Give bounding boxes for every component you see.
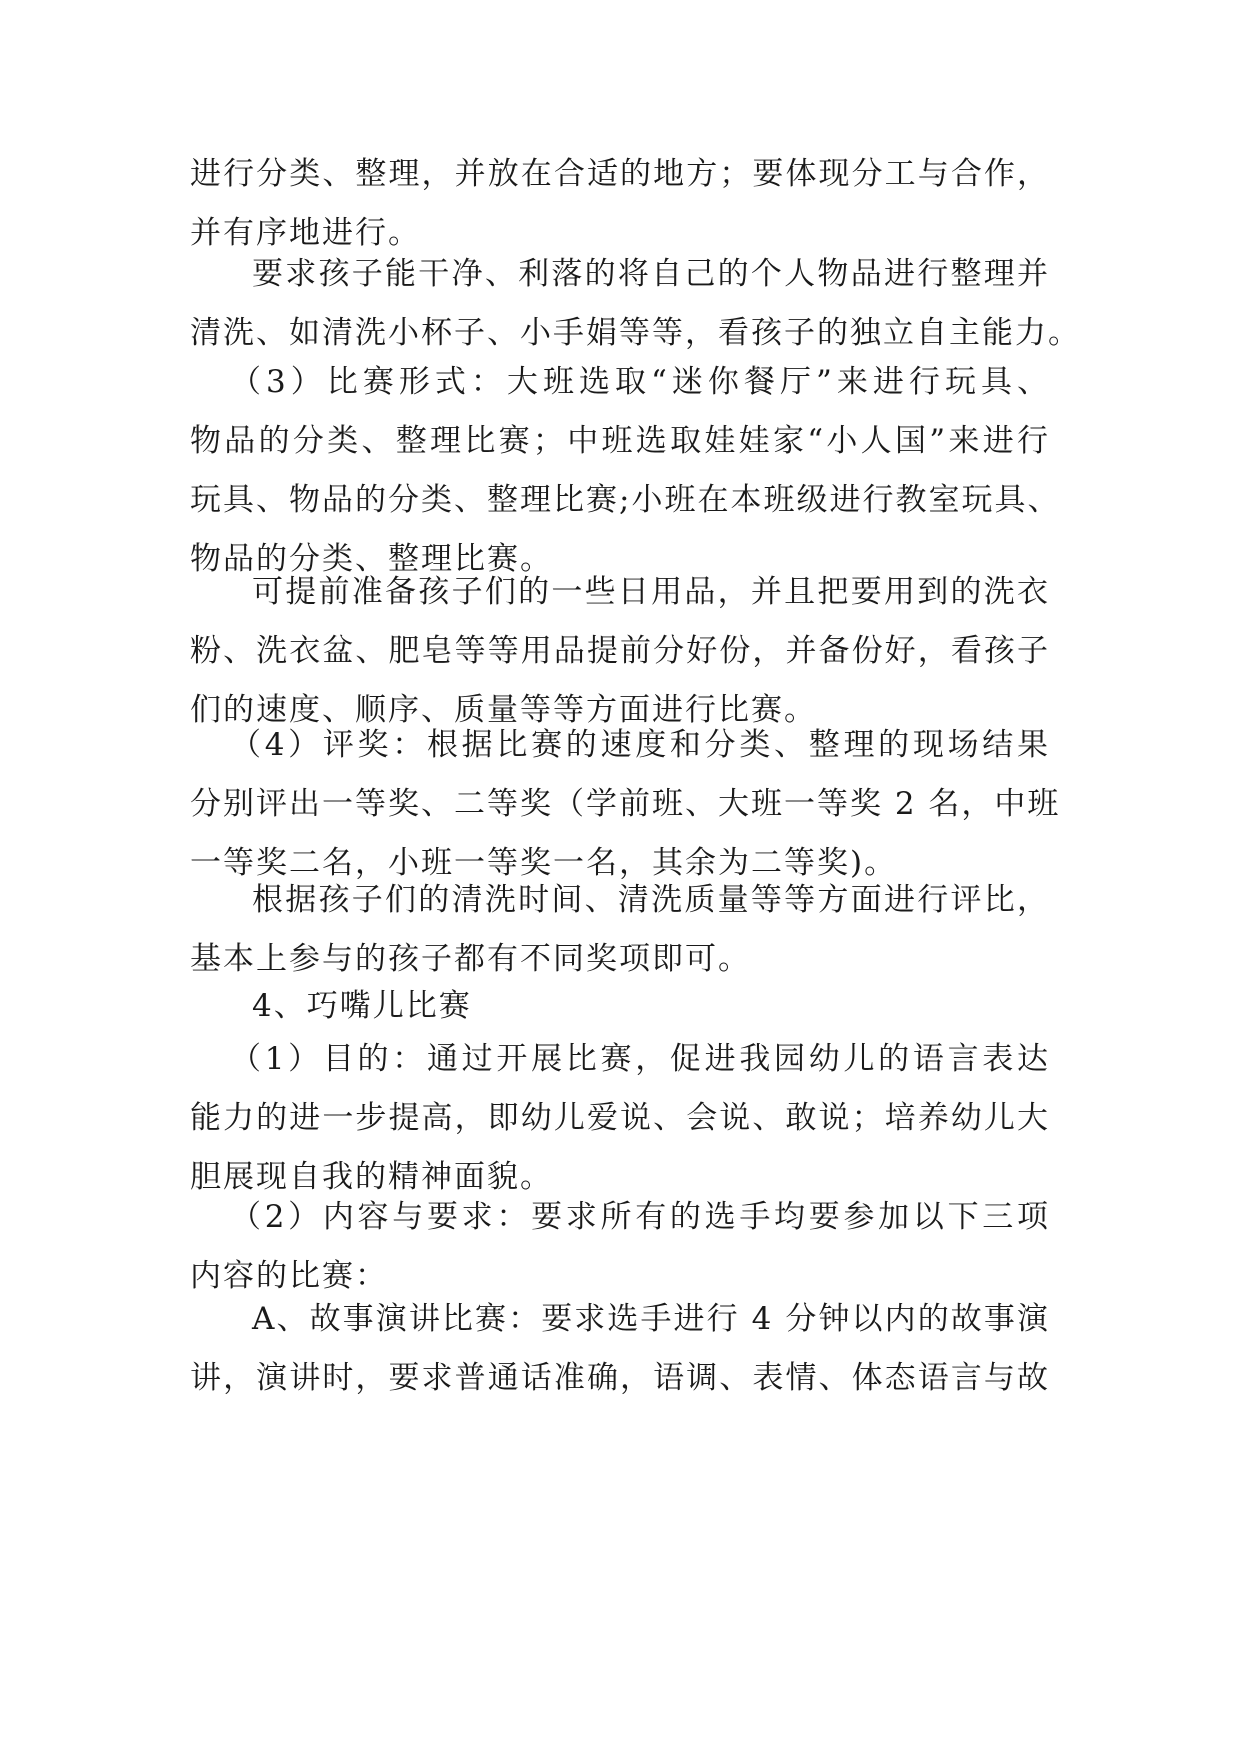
text-line: A、故事演讲比赛：要求选手进行 4 分钟以内的故事演 — [252, 1301, 1050, 1337]
text-line: 能力的进一步提高，即幼儿爱说、会说、敢说；培养幼儿大 — [190, 1100, 1050, 1136]
paragraph-competition-format — [190, 353, 1061, 589]
paragraph-evaluation — [190, 871, 1050, 989]
section-heading: 4、巧嘴儿比赛 — [252, 988, 472, 1024]
text-line: 根据孩子们的清洗时间、清洗质量等等方面进行评比， — [252, 882, 1050, 918]
text-line: 们的速度、顺序、质量等等方面进行比赛。 — [190, 692, 817, 728]
text-line: 进行分类、整理，并放在合适的地方；要体现分工与合作， — [190, 156, 1050, 192]
text-line: （1）目的：通过开展比赛，促进我园幼儿的语言表达 — [230, 1041, 1050, 1077]
text-line: 基本上参与的孩子都有不同奖项即可。 — [190, 941, 751, 977]
paragraph-purpose — [190, 1030, 1050, 1207]
text-line: （2）内容与要求：要求所有的选手均要参加以下三项 — [230, 1199, 1050, 1235]
text-line: 清洗、如清洗小杯子、小手娟等等，看孩子的独立自主能力。 — [190, 315, 1081, 351]
paragraph-content-requirements — [190, 1188, 1050, 1306]
text-line: 并有序地进行。 — [190, 215, 421, 251]
text-line: 物品的分类、整理比赛。 — [190, 541, 553, 577]
text-line: 一等奖二名，小班一等奖一名，其余为二等奖)。 — [190, 845, 898, 881]
text-line: 胆展现自我的精神面貌。 — [190, 1159, 553, 1195]
text-line: 可提前准备孩子们的一些日用品，并且把要用到的洗衣 — [252, 574, 1050, 610]
text-line: 讲，演讲时，要求普通话准确，语调、表情、体态语言与故 — [190, 1360, 1050, 1396]
paragraph-daily-items — [190, 563, 1050, 740]
text-line: 内容的比赛： — [190, 1258, 388, 1294]
text-line: （4）评奖：根据比赛的速度和分类、整理的现场结果 — [230, 727, 1050, 763]
paragraph-awards — [190, 716, 1061, 893]
text-line: 玩具、物品的分类、整理比赛;小班在本班级进行教室玩具、 — [190, 482, 1061, 518]
section-heading-speech-contest — [190, 977, 1050, 1036]
text-line: 物品的分类、整理比赛；中班选取娃娃家“小人国”来进行 — [190, 423, 1050, 459]
text-line: 要求孩子能干净、利落的将自己的个人物品进行整理并 — [252, 256, 1050, 292]
text-line: 分别评出一等奖、二等奖（学前班、大班一等奖 2 名，中班 — [190, 786, 1061, 822]
text-line: （3）比赛形式：大班选取“迷你餐厅”来进行玩具、 — [230, 364, 1050, 400]
paragraph-story-speech — [190, 1290, 1050, 1408]
text-line: 粉、洗衣盆、肥皂等等用品提前分好份，并备份好，看孩子 — [190, 633, 1050, 669]
paragraph-personal-items — [190, 245, 1081, 363]
